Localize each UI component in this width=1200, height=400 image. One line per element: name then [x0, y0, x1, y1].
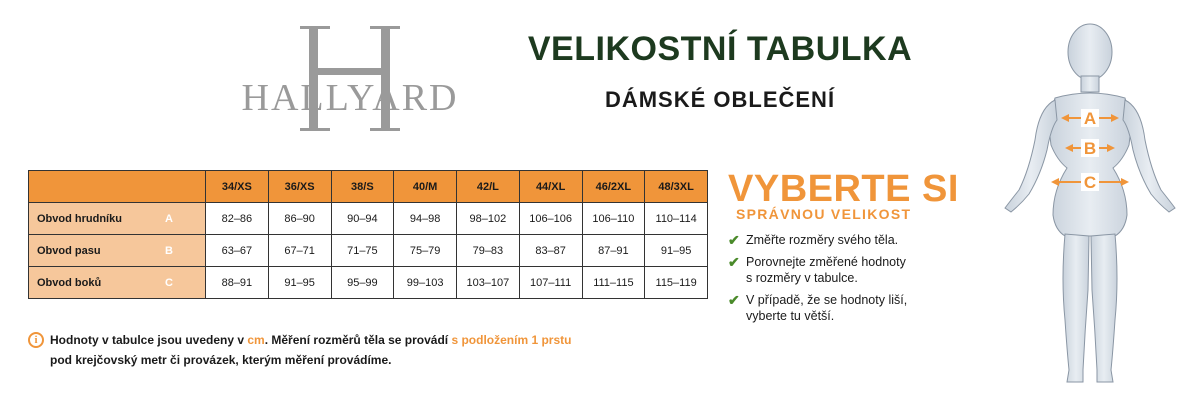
- step-text: s rozměry v tabulce.: [746, 271, 858, 285]
- table-cell: 67–71: [268, 235, 331, 267]
- info-icon: i: [28, 332, 44, 348]
- table-header-row: [29, 171, 708, 203]
- checkmark-icon: ✔: [728, 254, 740, 270]
- checkmark-icon: ✔: [728, 232, 740, 248]
- table-row: [29, 267, 708, 299]
- step-text: Porovnejte změřené hodnoty: [746, 255, 906, 269]
- table-cell: 90–94: [331, 203, 394, 235]
- table-cell: 86–90: [268, 203, 331, 235]
- row-letter: A: [165, 212, 173, 225]
- body-silhouette-icon: [995, 10, 1185, 395]
- table-cell: 103–107: [457, 267, 520, 299]
- table-corner-cell: [29, 171, 206, 203]
- table-cell: 106–110: [582, 203, 645, 235]
- note-text: . Měření rozměrů těla se provádí: [264, 333, 452, 347]
- table-cell: 106–106: [519, 203, 582, 235]
- row-label: Obvod boků: [37, 276, 102, 289]
- row-letter: C: [165, 276, 173, 289]
- table-row: [29, 203, 708, 235]
- table-cell: 87–91: [582, 235, 645, 267]
- row-label-cell: [29, 235, 206, 267]
- table-cell: 88–91: [206, 267, 269, 299]
- size-header: 48/3XL: [645, 171, 708, 203]
- page-title: VELIKOSTNÍ TABULKA: [527, 30, 913, 68]
- guide-subheadline: SPRÁVNOU VELIKOST: [736, 206, 912, 222]
- checkmark-icon: ✔: [728, 292, 740, 308]
- table-cell: 75–79: [394, 235, 457, 267]
- size-header: 44/XL: [519, 171, 582, 203]
- note-unit: cm: [247, 333, 265, 347]
- measurement-note: [28, 330, 708, 370]
- table-cell: 91–95: [645, 235, 708, 267]
- step-text: Změřte rozměry svého těla.: [746, 233, 899, 247]
- table-cell: 82–86: [206, 203, 269, 235]
- table-cell: 115–119: [645, 267, 708, 299]
- note-line-2: pod krejčovský metr či provázek, kterým měření provádíme.: [50, 353, 392, 367]
- guide-steps: [728, 232, 988, 330]
- guide-step: [728, 254, 988, 286]
- logo-text: HALLYARD: [241, 77, 459, 119]
- row-letter: B: [165, 244, 173, 257]
- page-subtitle: DÁMSKÉ OBLEČENÍ: [604, 87, 836, 112]
- figure-label-a: A: [1083, 109, 1097, 128]
- table-cell: 95–99: [331, 267, 394, 299]
- table-cell: 83–87: [519, 235, 582, 267]
- table-cell: 63–67: [206, 235, 269, 267]
- figure-label-c: C: [1083, 173, 1097, 192]
- guide-headline: VYBERTE SI: [728, 168, 959, 210]
- guide-step: [728, 232, 988, 248]
- note-text: Hodnoty v tabulce jsou uvedeny v: [50, 333, 248, 347]
- table-cell: 99–103: [394, 267, 457, 299]
- table-cell: 91–95: [268, 267, 331, 299]
- table-cell: 110–114: [645, 203, 708, 235]
- row-label: Obvod pasu: [37, 244, 101, 257]
- table-cell: 79–83: [457, 235, 520, 267]
- step-text: vyberte tu větší.: [746, 309, 835, 323]
- figure-label-b: B: [1083, 139, 1097, 158]
- note-highlight: s podložením 1 prstu: [451, 333, 572, 347]
- table-cell: 107–111: [519, 267, 582, 299]
- table-cell: 94–98: [394, 203, 457, 235]
- row-label-cell: [29, 267, 206, 299]
- size-header: 36/XS: [268, 171, 331, 203]
- size-header: 38/S: [331, 171, 394, 203]
- table-cell: 98–102: [457, 203, 520, 235]
- size-header: 46/2XL: [582, 171, 645, 203]
- guide-step: [728, 292, 988, 324]
- table-cell: 111–115: [582, 267, 645, 299]
- step-text: V případě, že se hodnoty liší,: [746, 293, 908, 307]
- size-table: [28, 170, 708, 299]
- table-cell: 71–75: [331, 235, 394, 267]
- note-line-1: [28, 330, 708, 350]
- row-label-cell: [29, 203, 206, 235]
- size-header: 42/L: [457, 171, 520, 203]
- size-header: 34/XS: [206, 171, 269, 203]
- table-row: [29, 235, 708, 267]
- row-label: Obvod hrudníku: [37, 212, 122, 225]
- size-header: 40/M: [394, 171, 457, 203]
